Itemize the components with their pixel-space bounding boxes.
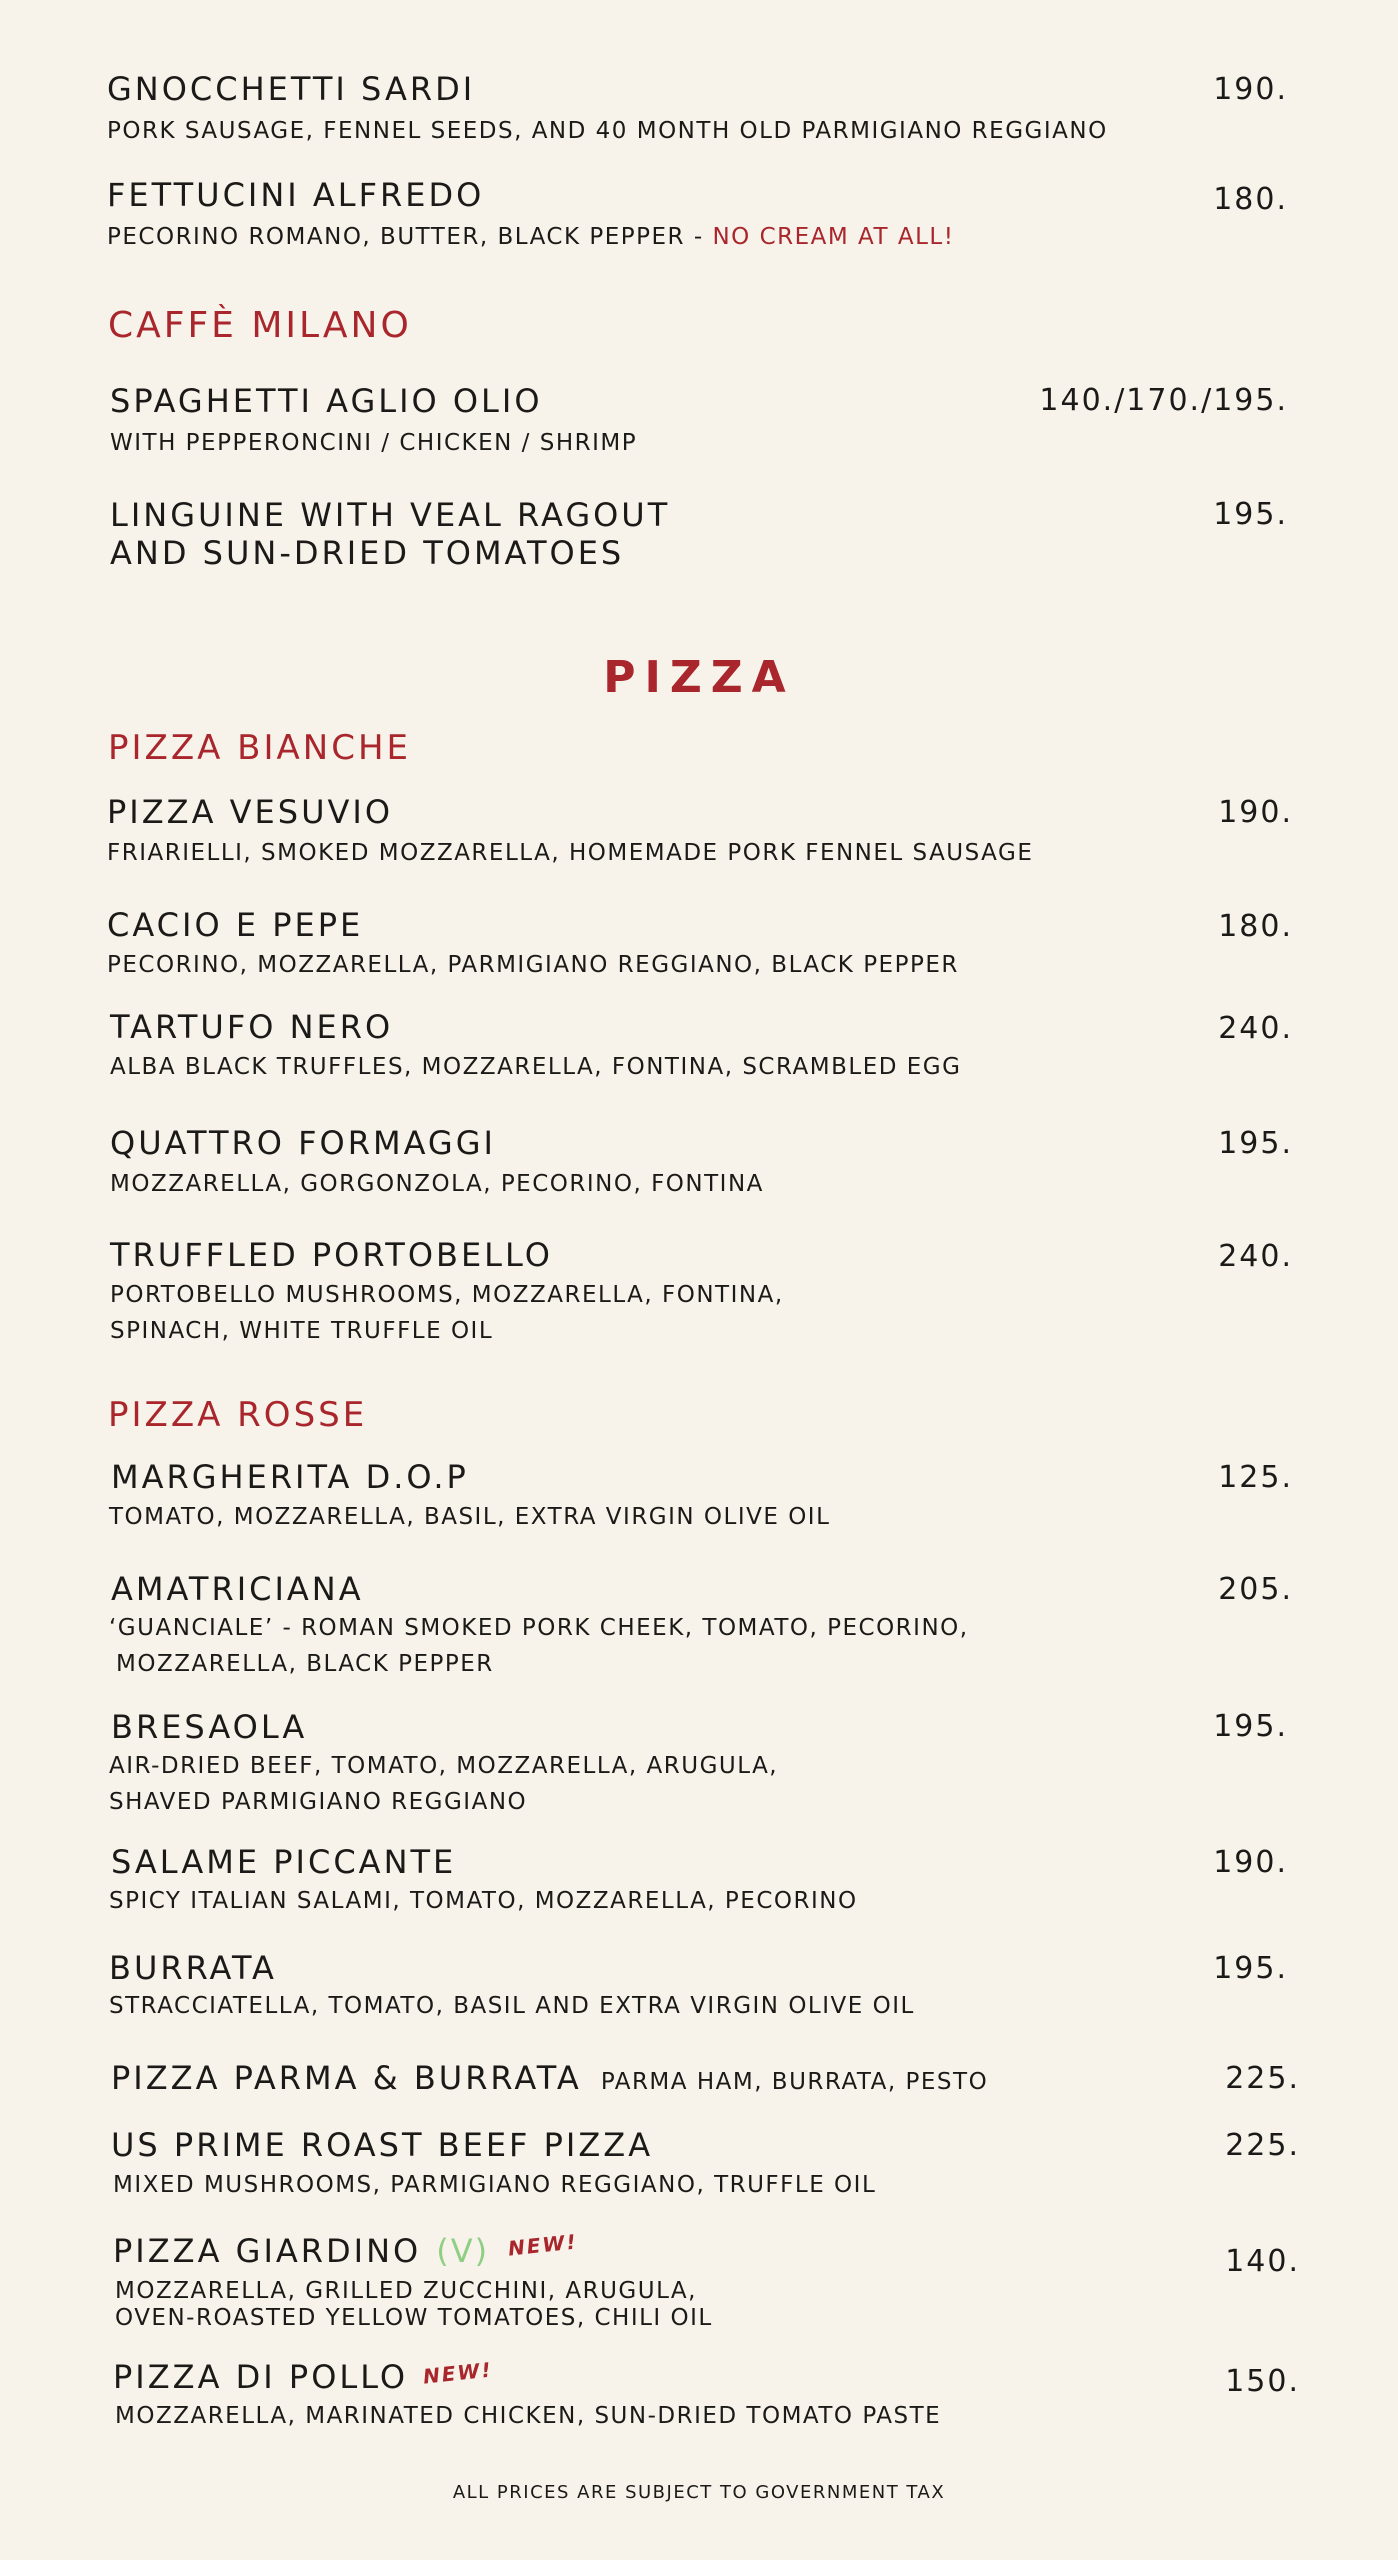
item-price: 195. (1218, 1126, 1293, 1161)
item-price: 180. (1218, 909, 1293, 944)
item-price: 195. (1213, 497, 1288, 532)
item-name: SALAME PICCANTE (111, 1843, 457, 1881)
item-name: US PRIME ROAST BEEF PIZZA (111, 2126, 654, 2164)
item-description-line2: SHAVED PARMIGIANO REGGIANO (109, 1789, 528, 1815)
item-name-line1: LINGUINE WITH VEAL RAGOUT (110, 496, 671, 534)
item-name: PIZZA PARMA & BURRATA (111, 2059, 582, 2097)
item-name: QUATTRO FORMAGGI (110, 1124, 496, 1162)
item-name: FETTUCINI ALFREDO (107, 176, 485, 214)
item-name: TRUFFLED PORTOBELLO (110, 1236, 553, 1274)
item-description: STRACCIATELLA, TOMATO, BASIL AND EXTRA VIRGIN OLIVE OIL (109, 1993, 915, 2019)
item-description: ‘GUANCIALE’ - ROMAN SMOKED PORK CHEEK, TOMATO, PECORINO, (109, 1615, 969, 1641)
item-name: GNOCCHETTI SARDI (107, 70, 476, 108)
item-description: AIR-DRIED BEEF, TOMATO, MOZZARELLA, ARUGULA, (109, 1753, 779, 1779)
item-price: 190. (1213, 1845, 1288, 1880)
item-description: ALBA BLACK TRUFFLES, MOZZARELLA, FONTINA, SCRAMBLED EGG (110, 1054, 962, 1080)
item-description: PORK SAUSAGE, FENNEL SEEDS, AND 40 MONTH OLD PARMIGIANO REGGIANO (107, 118, 1108, 144)
item-description: FRIARIELLI, SMOKED MOZZARELLA, HOMEMADE PORK FENNEL SAUSAGE (107, 840, 1034, 866)
item-name: CACIO E PEPE (107, 906, 364, 944)
tax-footnote: ALL PRICES ARE SUBJECT TO GOVERNMENT TAX (452, 2482, 946, 2503)
item-description-line2: MOZZARELLA, BLACK PEPPER (116, 1651, 494, 1677)
item-description: MOZZARELLA, MARINATED CHICKEN, SUN-DRIED TOMATO PASTE (115, 2403, 942, 2429)
item-price: 240. (1218, 1011, 1293, 1046)
item-name: BRESAOLA (111, 1708, 308, 1746)
no-cream-note: NO CREAM AT ALL! (712, 224, 955, 250)
item-description: MIXED MUSHROOMS, PARMIGIANO REGGIANO, TRUFFLE OIL (113, 2172, 877, 2198)
item-price: 225. (1225, 2061, 1300, 2096)
item-name: TARTUFO NERO (110, 1008, 394, 1046)
item-description: PECORINO, MOZZARELLA, PARMIGIANO REGGIANO, BLACK PEPPER (107, 952, 959, 978)
item-description: WITH PEPPERONCINI / CHICKEN / SHRIMP (110, 430, 638, 456)
item-name: SPAGHETTI AGLIO OLIO (110, 382, 543, 420)
item-description-line2: OVEN-ROASTED YELLOW TOMATOES, CHILI OIL (115, 2305, 713, 2331)
item-price: 140. (1225, 2244, 1300, 2279)
item-price: 195. (1213, 1951, 1288, 1986)
menu-item-giardino (113, 2229, 579, 2270)
description-text: PECORINO ROMANO, BUTTER, BLACK PEPPER - (107, 224, 713, 250)
item-description: PORTOBELLO MUSHROOMS, MOZZARELLA, FONTINA, (110, 1282, 784, 1308)
item-name: BURRATA (109, 1949, 277, 1987)
item-name: PIZZA GIARDINO (113, 2232, 422, 2270)
item-price: 205. (1218, 1572, 1293, 1607)
vegetarian-badge: (V) (436, 2232, 490, 2270)
item-description-line2: SPINACH, WHITE TRUFFLE OIL (110, 1318, 494, 1344)
item-price: 150. (1225, 2364, 1300, 2399)
item-description: MOZZARELLA, GRILLED ZUCCHINI, ARUGULA, (115, 2278, 697, 2304)
item-name: PIZZA VESUVIO (107, 793, 393, 831)
item-name: AMATRICIANA (111, 1570, 364, 1608)
new-badge: NEW! (422, 2357, 494, 2389)
item-price: 195. (1213, 1709, 1288, 1744)
item-description: MOZZARELLA, GORGONZOLA, PECORINO, FONTINA (110, 1171, 764, 1197)
menu-item-parma-burrata (111, 2059, 988, 2097)
item-price: 240. (1218, 1239, 1293, 1274)
item-description (107, 224, 954, 250)
section-title-pizza-rosse: PIZZA ROSSE (108, 1395, 368, 1435)
item-name: PIZZA DI POLLO (113, 2358, 409, 2396)
item-price: 190. (1213, 72, 1288, 107)
section-title-pizza: PIZZA (603, 652, 795, 703)
new-badge: NEW! (507, 2229, 579, 2261)
item-price: 180. (1213, 182, 1288, 217)
item-price: 190. (1218, 795, 1293, 830)
item-price: 125. (1218, 1460, 1293, 1495)
item-name: MARGHERITA D.O.P (111, 1458, 469, 1496)
menu-item-di-pollo (113, 2358, 493, 2396)
section-title-pizza-bianche: PIZZA BIANCHE (108, 728, 412, 768)
section-title-caffe-milano: CAFFÈ MILANO (108, 305, 412, 346)
item-price: 225. (1225, 2128, 1300, 2163)
item-price: 140./170./195. (1039, 383, 1288, 418)
item-description: TOMATO, MOZZARELLA, BASIL, EXTRA VIRGIN OLIVE OIL (109, 1504, 831, 1530)
item-name-line2: AND SUN-DRIED TOMATOES (110, 534, 625, 572)
item-inline-description: PARMA HAM, BURRATA, PESTO (600, 2069, 989, 2095)
item-description: SPICY ITALIAN SALAMI, TOMATO, MOZZARELLA, PECORINO (109, 1888, 858, 1914)
